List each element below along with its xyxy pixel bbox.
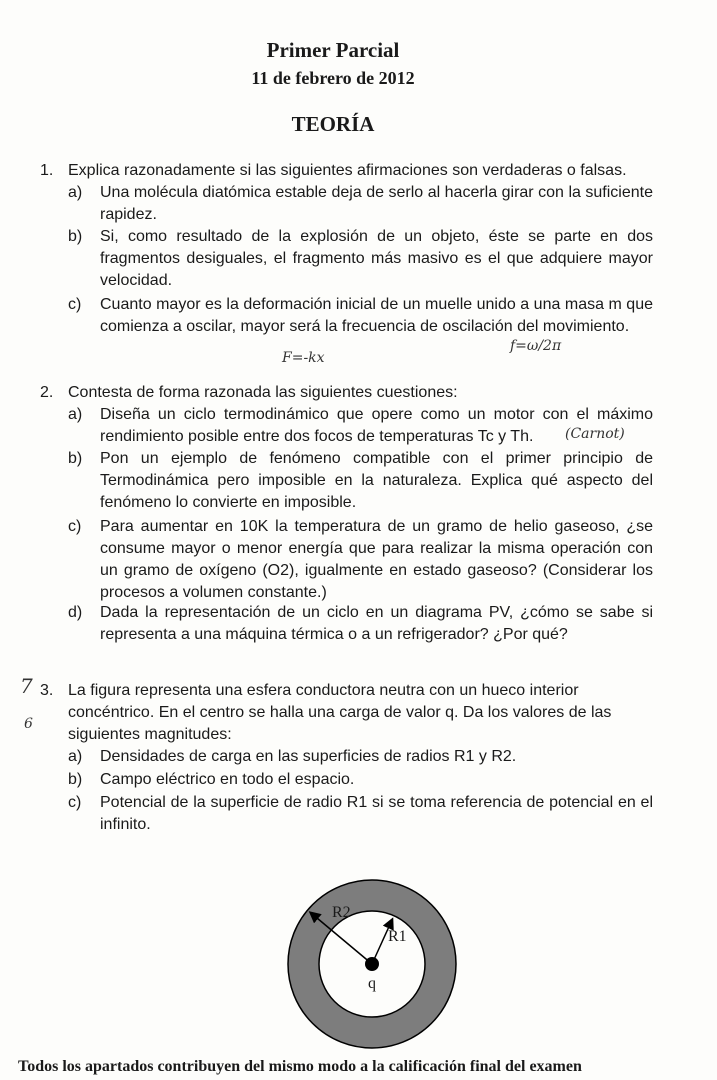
handwritten-note: (Carnot) [565, 426, 625, 442]
conducting-sphere-figure [280, 870, 470, 1060]
handwritten-grade: 7 [20, 674, 33, 698]
item-3b: b) Campo eléctrico en todo el espacio. [68, 771, 355, 788]
label-r1: R1 [388, 928, 407, 945]
item-2a: a) Diseña un ciclo termodinámico que opere como un motor con el máximo rendimiento posible entre dos focos de temperaturas Tc y Th. [68, 406, 653, 445]
question-3: 3. La figura representa una esfera conductora neutra con un hueco interior concéntrico. En el centro se halla una carga de valor q. Da los valores de las siguientes magnitudes: [40, 682, 612, 743]
handwritten-note: f=ω/2π [510, 338, 562, 354]
point-charge [365, 957, 379, 971]
item-3c: c) Potencial de la superficie de radio R1 si se toma referencia de potencial en el infinito. [68, 794, 653, 833]
exam-title: Primer Parcial [266, 38, 400, 62]
item-2c: c) Para aumentar en 10K la temperatura de un gramo de helio gaseoso, ¿se consume mayor o menor energía que para realizar la misma operación con un gramo de oxígeno (O2), igualmente en estado gaseoso? (Considerar los procesos a volumen constante.) [68, 518, 653, 601]
question-2: 2. Contesta de forma razonada las siguientes cuestiones: [40, 384, 458, 401]
label-r2: R2 [332, 904, 351, 921]
item-2b: b) Pon un ejemplo de fenómeno compatible con el primer principio de Termodinámica pero imposible en la naturaleza. Explica qué aspecto del fenómeno lo convierte en imposible. [68, 450, 653, 511]
item-1b: b) Si, como resultado de la explosión de un objeto, éste se parte en dos fragmentos desiguales, el fragmento más masivo es el que adquiere mayor velocidad. [68, 228, 653, 289]
item-3a: a) Densidades de carga en las superficies de radios R1 y R2. [68, 748, 517, 765]
handwritten-note: F=-kx [282, 350, 325, 366]
section-title: TEORÍA [291, 112, 375, 136]
item-2d: d) Dada la representación de un ciclo en un diagrama PV, ¿cómo se sabe si representa a una máquina térmica o a un refrigerador? ¿Por qué? [68, 604, 653, 643]
label-q: q [368, 975, 376, 992]
footer-note: Todos los apartados contribuyen del mismo modo a la calificación final del examen [18, 1058, 582, 1075]
item-1c: c) Cuanto mayor es la deformación inicial de un muelle unido a una masa m que comienza a oscilar, mayor será la frecuencia de oscilación del movimiento. [68, 296, 653, 335]
question-number: 1. [40, 162, 54, 179]
question-text: Explica razonadamente si las siguientes afirmaciones son verdaderas o falsas. [68, 162, 627, 179]
question-1 [40, 160, 660, 182]
handwritten-grade: 6 [24, 716, 33, 732]
item-1a: a) Una molécula diatómica estable deja de serlo al hacerla girar con la suficiente rapidez. [68, 184, 653, 223]
exam-date: 11 de febrero de 2012 [251, 68, 415, 88]
